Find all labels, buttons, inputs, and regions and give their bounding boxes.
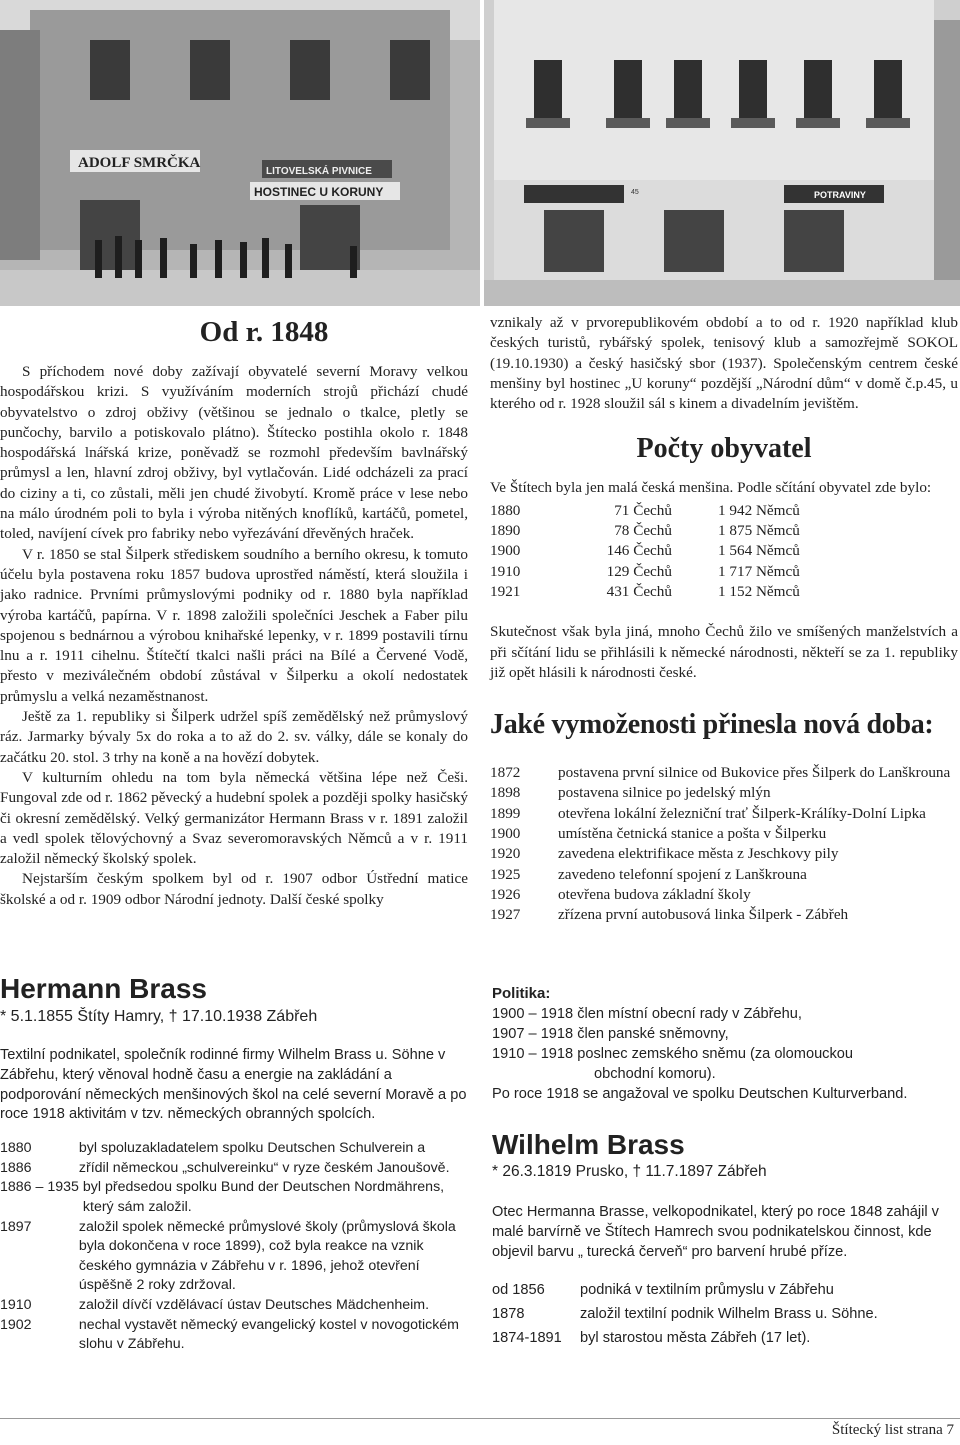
year-cell: 1880 — [0, 1140, 32, 1157]
paragraph-1: S příchodem nové doby zažívají obyvatelé severní Moravy velkou hospodářskou krizi. S využíváním moderních strojů přichází chudé obyvatelstvo o zdroj obživy (většinou se jednalo o tkalce, pletly se punčochy, barvilo a potiskovalo plátno). Štítecko postihla okolo r. 1848 hospodářská lnářská krize, poněvadž se rozmohl především bavlnářský průmysl a len, hlavní zdroj obživy, byl vytlačován. Lidé odcházeli za prací do ciziny a ti, co zůstali, měli jen chudé živobytí. Kromě práce v lese nebo na málo úrodném poli to byla i výroba nitěných knoflíků, kartáčů, pometel, toled, navíjení cívek pro fabriky nebo vyřezávání dřevěných hraček. — [0, 363, 468, 543]
old-sign-koruna: HOSTINEC U KORUNY — [254, 185, 384, 199]
politika-line: Po roce 1918 se angažoval ve spolku Deutschen Kulturverband. — [492, 1086, 908, 1102]
event-cell: zřídil německou „schulvereinku“ v ryze českém Janoušově. — [78, 1159, 450, 1176]
year-cell: 1900 — [490, 825, 521, 843]
article-right-column — [490, 313, 958, 926]
page-footer: Štítecký list strana 7 — [831, 1422, 954, 1438]
table-row — [492, 1328, 878, 1352]
year-cell: 1927 — [490, 906, 521, 924]
politika-line: 1910 – 1918 poslnec zemského sněmu (za olomouckou — [492, 1046, 854, 1062]
wilhelm-brass-events — [492, 1280, 878, 1352]
table-row — [492, 1304, 878, 1328]
year-cell: 1897 — [0, 1218, 32, 1235]
table-row — [492, 1280, 878, 1304]
table-row — [490, 501, 858, 521]
hermann-brass-bio: Textilní podnikatel, společník rodinné firmy Wilhelm Brass u. Söhne v Zábřehu, který věnoval hodně času a energie na zakládání a podporování německých menšinových škol na celé severní Moravě a po roce 1918 aktivitám v tzv. německých obranných spolcích. — [0, 1047, 467, 1123]
event-cell: nechal vystavět německý evangelický kostel v novogotickém slohu v Zábřehu. — [78, 1316, 459, 1353]
czech-cell: 146 Čechů — [606, 542, 672, 560]
year-cell: 1899 — [490, 804, 521, 822]
modern-building-photo — [484, 0, 960, 306]
table-row — [490, 562, 858, 582]
year-cell: 1921 — [490, 582, 521, 600]
event-cell: založil textilní podnik Wilhelm Brass u. Söhne. — [580, 1306, 878, 1322]
politika-line: 1900 – 1918 člen místní obecní rady v Zábřehu, — [492, 1006, 802, 1022]
event-cell: založil dívčí vzdělávací ústav Deutsches Mädchenheim. — [78, 1296, 430, 1313]
section-title-od-1848: Od r. 1848 — [199, 316, 329, 348]
footer-divider — [0, 1418, 960, 1419]
article-left-column — [0, 316, 468, 910]
czech-cell: 71 Čechů — [614, 501, 672, 519]
hermann-brass-life: * 5.1.1855 Štíty Hamry, † 17.10.1938 Zábřeh — [0, 1008, 318, 1025]
year-cell: 1900 — [490, 542, 521, 560]
timeline-title: Jaké vymoženosti přinesla nová doba: — [490, 709, 934, 741]
table-row — [490, 885, 950, 905]
wilhelm-brass-box — [492, 1128, 958, 1352]
german-cell: 1 717 Němců — [718, 562, 800, 580]
german-cell: 1 564 Němců — [718, 542, 800, 560]
politika-line: 1907 – 1918 člen panské sněmovny, — [492, 1026, 729, 1042]
wilhelm-brass-life: * 26.3.1819 Prusko, † 11.7.1897 Zábřeh — [492, 1163, 767, 1180]
czech-cell: 129 Čechů — [606, 562, 672, 580]
german-cell: 1 875 Němců — [718, 522, 800, 540]
table-row — [0, 1139, 470, 1159]
hermann-brass-events — [0, 1139, 470, 1355]
event-cell: zavedeno telefonní spojení z Lanškrouna — [558, 865, 807, 883]
table-row — [490, 804, 950, 824]
table-row — [0, 1218, 470, 1296]
table-row — [0, 1296, 470, 1316]
year-cell: 1878 — [492, 1306, 525, 1322]
table-row — [0, 1178, 470, 1217]
event-cell: byl předsedou spolku Bund der Deutschen Nordmährens, který sám založil. — [82, 1179, 445, 1215]
year-cell: od 1856 — [492, 1282, 545, 1298]
year-cell: 1880 — [490, 501, 521, 519]
hermann-brass-box — [0, 972, 470, 1355]
czech-cell: 431 Čechů — [606, 582, 672, 600]
year-cell: 1886 — [0, 1159, 32, 1176]
year-cell: 1926 — [490, 885, 521, 903]
old-sign-pivnice: LITOVELSKÁ PIVNICE — [266, 166, 372, 177]
politika-box — [492, 984, 958, 1104]
year-cell: 1898 — [490, 784, 521, 802]
table-row — [490, 905, 950, 925]
politika-line: obchodní komoru). — [594, 1066, 716, 1082]
event-cell: zavedena elektrifikace města z Jeschkovy pily — [558, 845, 839, 863]
paragraph-continuation: vznikaly až v prvorepublikovém období a to od r. 1920 například klub českých turistů, rybářský spolek, tenisový klub a samozřejmě SOKOL (19.10.1930) a český hasičský sbor (1937). Společenským centrem české menšiny byl hostinec „U koruny“ pozdější „Národní dům“ v domě č.p.45, u kterého od r. 1928 sloužil sál s kinem a divadelním jevištěm. — [490, 314, 958, 413]
timeline-table — [490, 763, 950, 925]
historic-building-photo — [0, 0, 480, 306]
event-cell: byl starostou města Zábřeh (17 let). — [580, 1330, 811, 1346]
event-cell: byl spoluzakladatelem spolku Deutschen Schulverein a — [78, 1140, 426, 1157]
event-cell: postavena první silnice od Bukovice přes Šilperk do Lanškrouna — [558, 764, 951, 782]
table-row — [0, 1159, 470, 1179]
table-row — [490, 844, 950, 864]
event-cell: otevřena lokální železniční trať Šilperk-Králíky-Dolní Lipka — [558, 804, 926, 822]
year-cell: 1925 — [490, 865, 521, 883]
paragraph-2: V r. 1850 se stal Šilperk střediskem soudního a berního okresu, k tomuto účelu byla postavena roku 1857 budova uprostřed náměstí, která sloužila i jako radnice. Prvními průmyslovými podniky od r. 1880 byla například výroba kartáčů, papírna. V r. 1898 založili společníci Jeschek a Faber pilu spojenou s bednárnou a výrobou knihařské lepenky, v r. 1899 postavili tírnu lnu a r. 1911 cihelnu. Štítečtí tkalci našli práci na Bílé a Červené Vodě, přesto v meziválečném období zůstával v Šilperku a okolí nedostatek průmyslu a velká nezaměstnanost. — [0, 545, 468, 705]
year-cell: 1872 — [490, 764, 521, 782]
czech-cell: 78 Čechů — [614, 522, 672, 540]
table-row — [490, 763, 950, 783]
paragraph-5: Nejstarším českým spolkem byl od r. 1907 odbor Ústřední matice školské a od r. 1909 odbor Národní jednoty. Další české spolky — [0, 870, 468, 908]
year-cell: 1874-1891 — [492, 1330, 562, 1346]
table-row — [490, 521, 858, 541]
year-cell: 1902 — [0, 1316, 32, 1333]
table-row — [490, 783, 950, 803]
year-cell: 1890 — [490, 522, 521, 540]
paragraph-4: V kulturním ohledu na tom byla německá většina lépe než Češi. Fungoval zde od r. 1862 pěvecký a hudební spolek a později spolky hasičský či okresní zemědělský. Velký germanizátor Hermann Brass v r. 1891 založil a vedl spolek tělovýchovný a Svaz severomoravských Němců a v r. 1911 založil německý školský spolek. — [0, 768, 468, 868]
event-cell: postavena silnice po jedelský mlýn — [558, 784, 771, 802]
politika-label: Politika: — [492, 985, 551, 1002]
event-cell: umístěna četnická stanice a pošta v Šilperku — [558, 825, 827, 843]
year-cell: 1910 — [0, 1296, 32, 1313]
event-cell: otevřena budova základní školy — [558, 885, 751, 903]
old-sign-smrcka: ADOLF SMRČKA — [78, 155, 201, 171]
table-row — [490, 824, 950, 844]
german-cell: 1 942 Němců — [718, 501, 800, 519]
table-row — [490, 582, 858, 602]
population-title: Počty obyvatel — [636, 433, 812, 465]
year-cell: 1920 — [490, 845, 521, 863]
table-row — [490, 541, 858, 561]
table-row — [0, 1316, 470, 1355]
wilhelm-brass-bio: Otec Hermanna Brasse, velkopodnikatel, který po roce 1848 zahájil v malé barvírně ve Štítech Hamrech svou podnikatelskou činnost, kde objevil barvu „ turecká červeň“ pro barvení hrubé příze. — [492, 1204, 939, 1260]
population-note: Skutečnost však byla jiná, mnoho Čechů žilo ve smíšených manželstvích a při sčítání lidu se přihlásili k německé národnosti, někteří se za 1. republiky již opět hlásili k národnosti české. — [490, 623, 958, 681]
year-cell: 1886 – 1935 — [0, 1179, 79, 1196]
table-row — [490, 865, 950, 885]
hermann-brass-title: Hermann Brass — [0, 973, 207, 1004]
paragraph-3: Ještě za 1. republiky si Šilperk udržel spíš zemědělský než průmyslový ráz. Jarmarky bývaly 5x do roka a to až do 2. sv. války, dále se konaly do začátku 20. stol. 3 trhy na koně a na hovězí dobytek. — [0, 708, 468, 766]
event-cell: založil spolek německé průmyslové školy (průmyslová škola byla dokončena v roce 1899), což byla reakce na vznik českého gymnázia v Zábřehu v r. 1896, jehož otevření úspěšně 2 roky zdržoval. — [78, 1218, 456, 1294]
wilhelm-brass-title: Wilhelm Brass — [492, 1129, 685, 1160]
population-table — [490, 501, 858, 602]
new-sign-potraviny: POTRAVINY — [814, 190, 866, 200]
event-cell: podniká v textilním průmyslu v Zábřehu — [580, 1282, 834, 1298]
year-cell: 1910 — [490, 562, 521, 580]
event-cell: zřízena první autobusová linka Šilperk - Zábřeh — [558, 906, 849, 924]
house-number: 45 — [631, 189, 639, 196]
population-intro: Ve Štítech byla jen malá česká menšina. Podle sčítání obyvatel zde bylo: — [490, 479, 932, 497]
german-cell: 1 152 Němců — [718, 582, 800, 600]
